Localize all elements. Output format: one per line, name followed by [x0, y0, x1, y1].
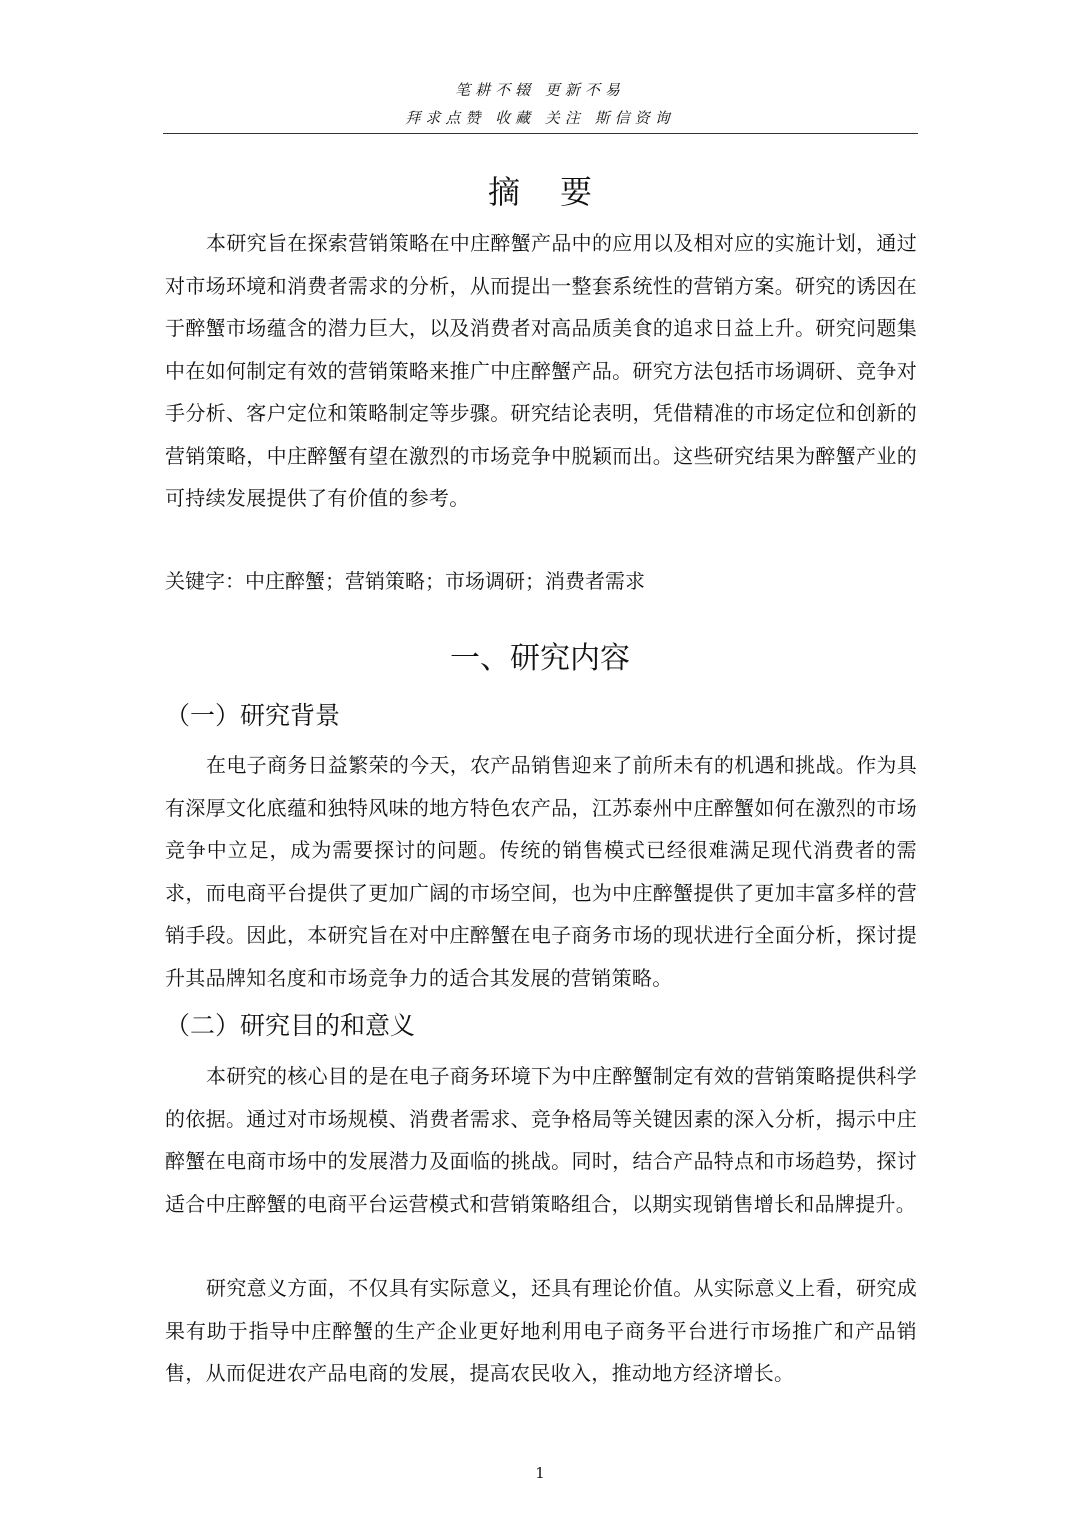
- abstract-paragraph: 本研究旨在探索营销策略在中庄醉蟹产品中的应用以及相对应的实施计划，通过对市场环境和消费者需求的分析，从而提出一整套系统性的营销方案。研究的诱因在于醉蟹市场蕴含的潜力巨大，以及消费者对高品质美食的追求日益上升。研究问题集中在如何制定有效的营销策略来推广中庄醉蟹产品。研究方法包括市场调研、竞争对手分析、客户定位和策略制定等步骤。研究结论表明，凭借精准的市场定位和创新的营销策略，中庄醉蟹有望在激烈的市场竞争中脱颖而出。这些研究结果为醉蟹产业的可持续发展提供了有价值的参考。: [165, 231, 917, 510]
- section-paragraph-background: 在电子商务日益繁荣的今天，农产品销售迎来了前所未有的机遇和挑战。作为具有深厚文化底蕴和独特风味的地方特色农产品，江苏泰州中庄醉蟹如何在激烈的市场竞争中立足，成为需要探讨的问题。传统的销售模式已经很难满足现代消费者的需求，而电商平台提供了更加广阔的市场空间，也为中庄醉蟹提供了更加丰富多样的营销手段。因此，本研究旨在对中庄醉蟹在电子商务市场的现状进行全面分析，探讨提升其品牌知名度和市场竞争力的适合其发展的营销策略。: [165, 753, 917, 990]
- abstract-title: 摘要: [487, 173, 632, 211]
- header-divider: [163, 133, 918, 134]
- page-header: [0, 76, 1080, 132]
- page-number: 1: [535, 1464, 545, 1482]
- section-paragraph-significance: 研究意义方面，不仅具有实际意义，还具有理论价值。从实际意义上看，研究成果有助于指导中庄醉蟹的生产企业更好地利用电子商务平台进行市场推广和产品销售，从而促进农产品电商的发展，提高农民收入，推动地方经济增长。: [165, 1276, 917, 1385]
- section-paragraph-purpose: 本研究的核心目的是在电子商务环境下为中庄醉蟹制定有效的营销策略提供科学的依据。通过对市场规模、消费者需求、竞争格局等关键因素的深入分析，揭示中庄醉蟹在电商市场中的发展潜力及面临的挑战。同时，结合产品特点和市场趋势，探讨适合中庄醉蟹的电商平台运营模式和营销策略组合，以期实现销售增长和品牌提升。: [165, 1064, 917, 1216]
- section-title-purpose: （二）研究目的和意义: [165, 1011, 416, 1040]
- keywords-line: 关键字：中庄醉蟹；营销策略；市场调研；消费者需求: [165, 569, 645, 593]
- header-slogan-line1: 笔耕不辍 更新不易: [455, 81, 625, 99]
- section-title-background: （一）研究背景: [165, 701, 341, 730]
- chapter-title: 一、研究内容: [450, 641, 630, 676]
- header-slogan-line2: 拜求点赞 收藏 关注 斯信资询: [405, 109, 675, 127]
